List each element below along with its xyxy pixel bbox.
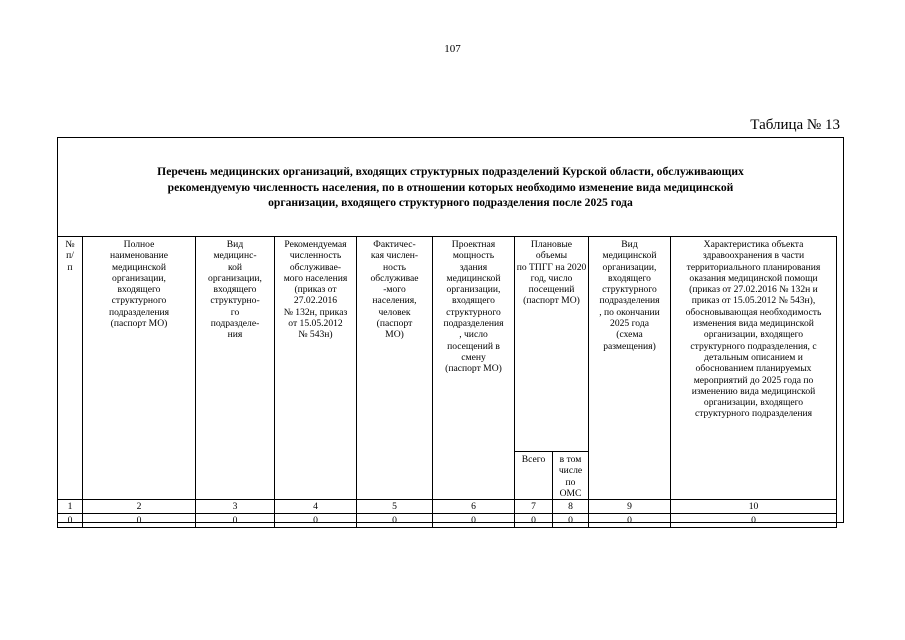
header-line: оказания медицинской помощи	[689, 272, 818, 284]
header-cell	[553, 452, 589, 500]
header-line: числе по	[558, 465, 583, 488]
header-line: ния	[227, 329, 243, 341]
header-line: здания	[459, 261, 488, 273]
header-line: размещения)	[603, 340, 656, 352]
title-line: рекомендуемую численность населения, по в отношении которых необходимо изменение вида медицинской	[167, 180, 734, 194]
header-cell	[589, 237, 671, 500]
header-cell	[58, 237, 83, 500]
table-edge-gap	[837, 237, 845, 528]
header-cell	[671, 237, 837, 500]
header-line: 2025 года	[610, 318, 649, 330]
header-row	[58, 237, 845, 452]
header-line: от 15.05.2012	[288, 318, 343, 330]
table-cell: 2	[83, 500, 196, 514]
table-cell: 1	[58, 500, 83, 514]
table-cell: 0	[58, 514, 83, 528]
table-cell: 0	[83, 514, 196, 528]
header-cell	[83, 237, 196, 500]
header-cell	[433, 237, 515, 500]
header-line: го	[230, 306, 240, 318]
header-line: подразделения	[599, 295, 660, 307]
header-line: кая числен-	[370, 250, 419, 262]
header-line: посещений	[528, 284, 575, 296]
table-cell: 0	[196, 514, 275, 528]
header-line: (паспорт	[376, 318, 413, 330]
header-line: п/	[66, 250, 74, 262]
header-line: мощность	[452, 250, 495, 262]
header-cell	[357, 237, 433, 500]
table-cell: 0	[589, 514, 671, 528]
header-line: (приказ от 27.02.2016 № 132н и	[689, 284, 818, 296]
header-line: ОМС	[559, 487, 582, 499]
header-cell	[515, 237, 589, 452]
header-line: 27.02.2016	[293, 295, 338, 307]
table-cell: 0	[515, 514, 553, 528]
header-line: подразделения	[108, 306, 170, 318]
header-cell	[275, 237, 357, 500]
title-line: Перечень медицинских организаций, входящих структурных подразделений Курской области, обслуживающих	[157, 165, 744, 178]
table-cell: 5	[357, 500, 433, 514]
header-line: по ТПГГ на 2020	[516, 261, 587, 273]
header-line: Всего	[521, 454, 546, 465]
table-cell: 7	[515, 500, 553, 514]
header-line: (паспорт МО)	[523, 295, 580, 307]
header-line: организации,	[446, 284, 501, 296]
header-line: медицинс-	[213, 250, 257, 262]
page-number: 107	[444, 43, 461, 55]
header-line: обоснованием планируемых	[695, 363, 812, 375]
header-line: год, число	[530, 272, 573, 284]
header-line: организации, входящего	[703, 329, 804, 341]
header-line: Фактичес-	[373, 239, 416, 250]
header-line: медицинской	[602, 250, 657, 262]
table-cell: 10	[671, 500, 837, 514]
header-line: мероприятий до 2025 года по	[693, 374, 814, 386]
header-line: наименование	[110, 250, 168, 262]
header-line: организации,	[112, 272, 166, 284]
header-line: медицинской	[112, 261, 166, 273]
header-line: организации, входящего	[703, 397, 804, 409]
header-line: Вид	[226, 239, 244, 250]
header-line: структурного	[446, 306, 501, 318]
header-line: кой	[227, 261, 243, 273]
header-line: , число	[459, 329, 488, 341]
header-line: Полное	[123, 239, 155, 250]
header-line: подразделе-	[210, 318, 260, 330]
header-line: п	[67, 261, 73, 273]
header-line: -мого	[383, 284, 406, 296]
header-line: №	[65, 239, 75, 250]
table-cell: 0	[553, 514, 589, 528]
header-line: Плановые объемы	[530, 239, 573, 262]
header-line: структурно-	[210, 295, 260, 307]
header-line: посещений в	[447, 340, 500, 352]
header-cell	[196, 237, 275, 500]
column-number-row	[58, 500, 845, 514]
table-cell: 3	[196, 500, 275, 514]
header-line: входящего	[608, 272, 651, 284]
header-line: мого населения	[283, 272, 348, 284]
header-line: детальным описанием и	[704, 351, 803, 363]
header-line: смену	[461, 351, 486, 363]
table-cell: 0	[433, 514, 515, 528]
table-cell: 0	[357, 514, 433, 528]
header-line: здравоохранения в части	[702, 250, 805, 262]
table-cell: 0	[671, 514, 837, 528]
table-cell: 6	[433, 500, 515, 514]
header-line: в том	[559, 454, 582, 465]
header-line: входящего	[452, 295, 495, 307]
header-line: численность	[289, 250, 342, 262]
header-line: территориального планирования	[686, 261, 821, 273]
header-line: (приказ от	[294, 284, 337, 296]
header-line: (паспорт МО)	[445, 363, 502, 375]
header-line: структурного	[111, 295, 167, 307]
table-cell: 9	[589, 500, 671, 514]
header-line: изменения вида медицинской	[693, 318, 814, 330]
header-line: организации,	[602, 261, 657, 273]
table-cell: 0	[275, 514, 357, 528]
header-line: населения,	[372, 295, 417, 307]
header-line: медицинской	[446, 272, 501, 284]
header-line: (паспорт МО)	[110, 318, 168, 330]
header-line: № 543н)	[298, 329, 333, 341]
header-line: , по окончании	[599, 306, 660, 318]
header-line: приказ от 15.05.2012 № 543н),	[691, 295, 816, 307]
header-line: обосновывающая необходимость	[685, 306, 822, 318]
table-cell: 8	[553, 500, 589, 514]
header-cell	[515, 452, 553, 500]
header-line: Характеристика объекта	[703, 239, 804, 250]
table-label: Таблица № 13	[750, 117, 840, 133]
header-line: входящего	[213, 284, 257, 296]
header-line: обслуживае	[370, 272, 419, 284]
header-line: № 132н, приказ	[283, 306, 348, 318]
header-line: структурного подразделения, с	[690, 340, 817, 352]
title-line: организации, входящего структурного подразделения после 2025 года	[268, 196, 633, 209]
header-line: ность	[383, 261, 406, 273]
header-line: входящего	[117, 284, 161, 296]
header-line: Вид	[621, 239, 638, 250]
table-cell: 4	[275, 500, 357, 514]
header-line: структурного подразделения	[694, 408, 813, 420]
table-row	[58, 514, 845, 528]
header-line: Проектная	[451, 239, 496, 250]
header-line: МО)	[385, 329, 404, 341]
header-line: подразделения	[443, 318, 504, 330]
header-line: человек	[378, 306, 411, 318]
table-title	[57, 164, 844, 211]
header-line: структурного	[602, 284, 657, 296]
header-line: изменению вида медицинской	[691, 385, 816, 397]
header-line: Рекомендуемая	[284, 239, 347, 250]
header-line: организации,	[208, 272, 262, 284]
header-line: (схема	[616, 329, 643, 341]
header-line: обслуживае-	[289, 261, 342, 273]
data-table	[57, 236, 845, 528]
